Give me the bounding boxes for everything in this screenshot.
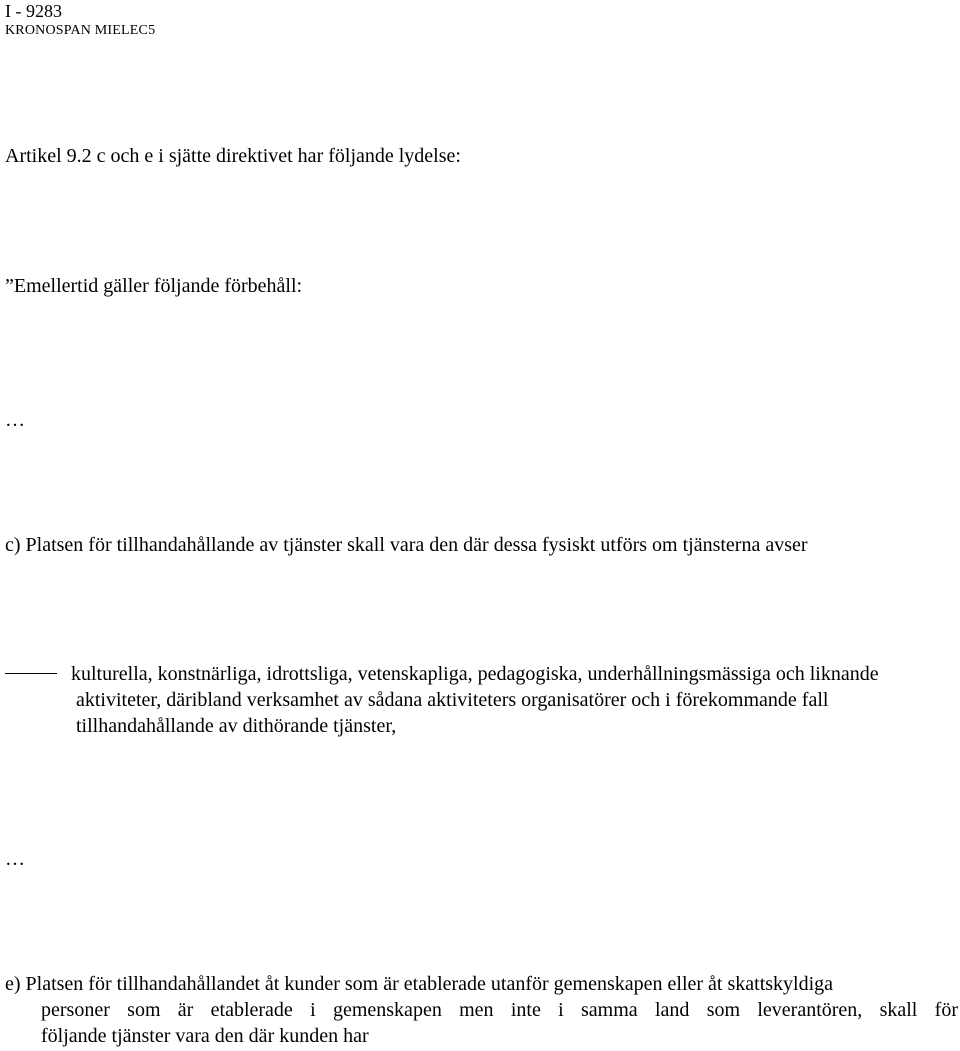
dash-item-text-1: kulturella, konstnärliga, idrottsliga, vetenskapliga, pedagogiska, underhållningsmässiga och liknande <box>71 663 879 685</box>
case-id: I - 9283 <box>5 1 62 21</box>
item-e-line-2: personer som är etablerade i gemenskapen men inte i samma land som leverantören, skall för <box>41 999 958 1021</box>
dash-item-line-2: aktiviteter, däribland verksamhet av sådana aktiviteters organisatörer och i förekommande fall <box>76 689 829 711</box>
item-e-line-3: följande tjänster vara den där kunden har <box>41 1025 369 1047</box>
item-c-paragraph: c) Platsen för tillhandahållande av tjänster skall vara den där dessa fysiskt utförs om tjänsterna avser <box>5 534 808 556</box>
intro-paragraph: Artikel 9.2 c och e i sjätte direktivet har följande lydelse: <box>5 145 461 167</box>
dash-item-line-3: tillhandahållande av dithörande tjänster, <box>76 715 397 737</box>
em-dash-marker <box>5 673 57 674</box>
ellipsis: … <box>5 409 25 431</box>
dash-item-line-1 <box>5 661 960 687</box>
company-name: KRONOSPAN MIELEC5 <box>5 23 156 38</box>
quote-opening: ”Emellertid gäller följande förbehåll: <box>5 275 303 297</box>
dash-item-block <box>5 661 960 739</box>
ellipsis: … <box>5 848 25 870</box>
item-e-paragraph <box>5 971 958 1049</box>
item-e-line-1: e) Platsen för tillhandahållandet åt kunder som är etablerade utanför gemenskapen eller åt skattskyldiga <box>5 973 834 995</box>
